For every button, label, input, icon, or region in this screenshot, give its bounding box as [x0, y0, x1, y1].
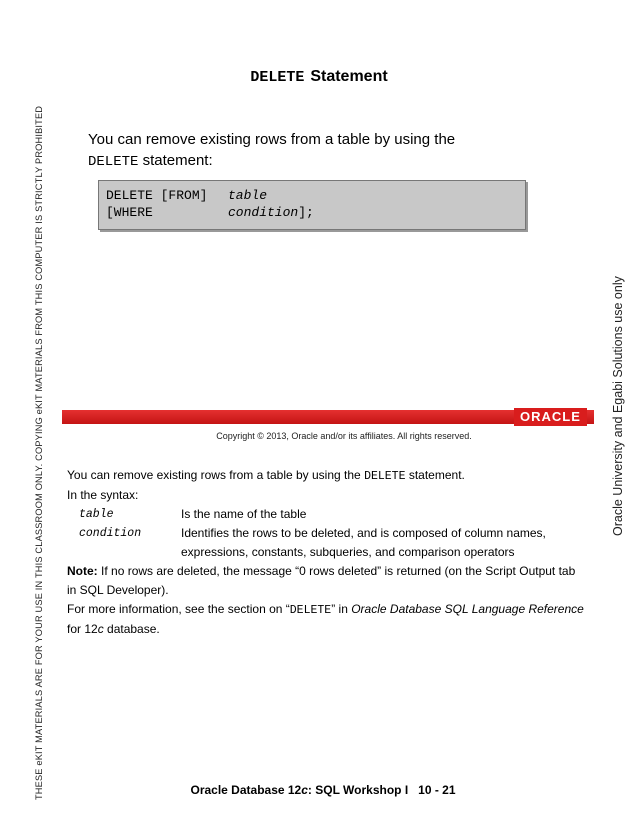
syntax-term: table	[79, 508, 114, 521]
code-line	[106, 187, 267, 204]
notes-text: for 12	[67, 622, 98, 636]
usage-notice-vertical: Oracle University and Egabi Solutions use only	[611, 276, 625, 536]
code-keyword: DELETE [FROM]	[106, 188, 208, 203]
notes-text: For more information, see the section on “	[67, 602, 290, 616]
syntax-row	[79, 505, 587, 524]
slide-intro-text-1: You can remove existing rows from a table by using the	[88, 131, 456, 148]
notes-note	[67, 562, 587, 600]
slide-title	[0, 68, 638, 86]
notes-section	[67, 466, 587, 639]
code-argument: table	[228, 188, 268, 203]
code-line	[106, 204, 314, 221]
reference-title: Oracle Database SQL Language Reference	[351, 602, 584, 616]
notes-more-info	[67, 600, 587, 639]
notes-code: DELETE	[289, 604, 332, 617]
notes-text: statement.	[408, 468, 465, 482]
syntax-heading: In the syntax:	[67, 488, 139, 502]
syntax-code-box	[98, 180, 526, 230]
notes-text: You can remove existing rows from a table by using the	[67, 468, 361, 482]
page-footer	[0, 783, 638, 797]
slide-intro-code: DELETE	[88, 154, 139, 170]
notes-code: DELETE	[364, 470, 406, 483]
notes-para-1	[67, 466, 587, 486]
syntax-definition: Is the name of the table	[181, 507, 307, 521]
code-keyword: [WHERE	[106, 205, 153, 220]
oracle-logo: ORACLE	[514, 408, 587, 426]
syntax-term: condition	[79, 527, 142, 540]
footer-text: c	[301, 783, 308, 797]
slide-title-code: DELETE	[250, 69, 305, 86]
slide-intro	[88, 129, 548, 173]
notes-text: database.	[107, 622, 160, 636]
footer-text: Oracle Database 12	[190, 783, 302, 797]
syntax-row	[79, 524, 587, 562]
code-argument: condition	[228, 205, 299, 220]
slide-copyright: Copyright © 2013, Oracle and/or its affiliates. All rights reserved.	[216, 431, 472, 441]
slide-title-text: Statement	[310, 68, 388, 85]
code-suffix: ];	[298, 205, 314, 220]
footer-text: : SQL Workshop I 10 - 21	[307, 783, 456, 797]
notes-text: c	[97, 622, 104, 636]
syntax-definition: Identifies the rows to be deleted, and is composed of column names, expressions, constants, subqueries, and comparison operators	[181, 526, 546, 559]
note-text: If no rows are deleted, the message “0 rows deleted” is returned (on the Script Output tab in SQL Developer).	[67, 564, 576, 597]
notes-text: ” in	[331, 602, 348, 616]
note-label: Note:	[67, 564, 98, 578]
slide-intro-text-2: statement:	[142, 152, 213, 169]
copyright-warning-vertical: THESE eKIT MATERIALS ARE FOR YOUR USE IN THIS CLASSROOM ONLY. COPYING eKIT MATERIALS FROM THIS COMPUTER IS STRICTLY PROHIBITED	[34, 105, 44, 800]
